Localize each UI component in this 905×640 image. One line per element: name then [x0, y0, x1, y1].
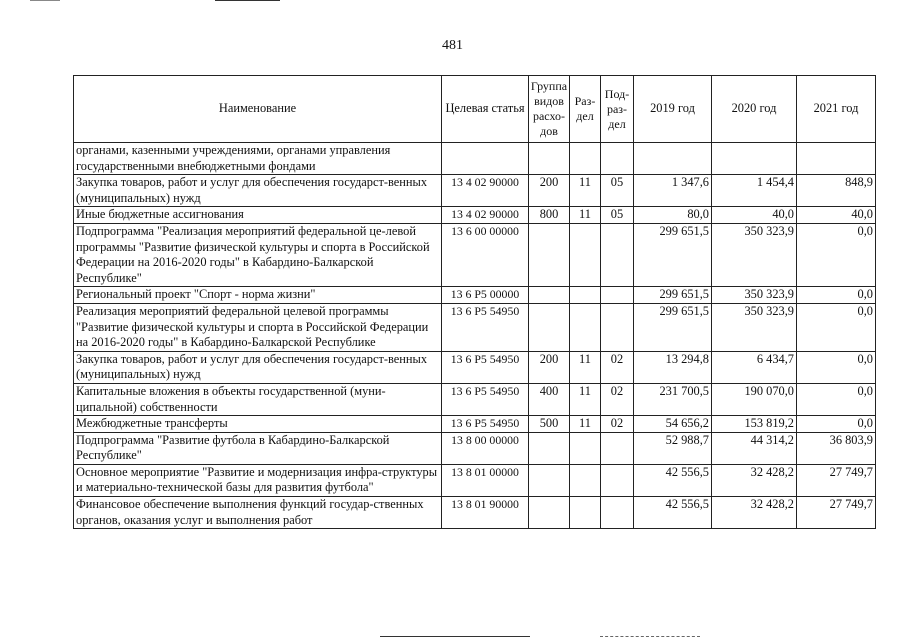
cell-section: 11: [570, 175, 601, 207]
cell-target-article: 13 6 P5 54950: [442, 383, 529, 415]
cell-2021: 0,0: [797, 416, 876, 433]
cell-expense-group: [529, 432, 570, 464]
cell-2021: 0,0: [797, 287, 876, 304]
cell-name: Региональный проект "Спорт - норма жизни": [74, 287, 442, 304]
cell-2019: [634, 143, 712, 175]
cell-name: органами, казенными учреждениями, органами управления государственными внебюджетными фондами: [74, 143, 442, 175]
cell-subsection: 02: [601, 416, 634, 433]
cell-subsection: [601, 432, 634, 464]
cell-section: 11: [570, 207, 601, 224]
table-row: [74, 143, 876, 175]
cell-expense-group: 400: [529, 383, 570, 415]
cell-2021: 0,0: [797, 383, 876, 415]
table-row: [74, 497, 876, 529]
cell-section: [570, 223, 601, 286]
cell-name: Межбюджетные трансферты: [74, 416, 442, 433]
cell-section: 11: [570, 351, 601, 383]
table-header-row: [74, 76, 876, 143]
scan-artifact-line: [380, 636, 530, 637]
cell-2021: [797, 143, 876, 175]
cell-section: 11: [570, 416, 601, 433]
cell-2021: 0,0: [797, 303, 876, 351]
cell-2020: [712, 143, 797, 175]
cell-expense-group: 800: [529, 207, 570, 224]
cell-2019: 13 294,8: [634, 351, 712, 383]
table-row: [74, 464, 876, 496]
cell-expense-group: 200: [529, 175, 570, 207]
cell-expense-group: [529, 287, 570, 304]
cell-section: [570, 432, 601, 464]
cell-2019: 299 651,5: [634, 287, 712, 304]
cell-2019: 1 347,6: [634, 175, 712, 207]
header-expense-group: Группа видов расхо-дов: [529, 76, 570, 143]
cell-name: Иные бюджетные ассигнования: [74, 207, 442, 224]
cell-target-article: 13 6 00 00000: [442, 223, 529, 286]
cell-target-article: 13 6 P5 54950: [442, 416, 529, 433]
cell-subsection: 05: [601, 207, 634, 224]
header-year-2019: 2019 год: [634, 76, 712, 143]
cell-2020: 40,0: [712, 207, 797, 224]
cell-target-article: 13 4 02 90000: [442, 207, 529, 224]
cell-subsection: [601, 497, 634, 529]
cell-2019: 42 556,5: [634, 497, 712, 529]
cell-target-article: 13 8 01 90000: [442, 497, 529, 529]
table-row: [74, 223, 876, 286]
cell-target-article: 13 6 P5 54950: [442, 303, 529, 351]
cell-2019: 299 651,5: [634, 223, 712, 286]
table-row: [74, 351, 876, 383]
cell-section: [570, 303, 601, 351]
cell-2019: 54 656,2: [634, 416, 712, 433]
cell-2021: 36 803,9: [797, 432, 876, 464]
cell-name: Финансовое обеспечение выполнения функций государ-ственных органов, оказания услуг и выполнения работ: [74, 497, 442, 529]
cell-expense-group: 500: [529, 416, 570, 433]
scan-artifact-line: [600, 636, 700, 637]
header-year-2020: 2020 год: [712, 76, 797, 143]
cell-name: Подпрограмма "Развитие футбола в Кабардино-Балкарской Республике": [74, 432, 442, 464]
cell-target-article: 13 8 01 00000: [442, 464, 529, 496]
page-number: 481: [442, 38, 463, 53]
cell-name: Основное мероприятие "Развитие и модернизация инфра-структуры и материально-технической базы для развития футбола": [74, 464, 442, 496]
cell-2021: 27 749,7: [797, 497, 876, 529]
cell-expense-group: [529, 143, 570, 175]
table-row: [74, 383, 876, 415]
cell-2021: 0,0: [797, 351, 876, 383]
cell-expense-group: 200: [529, 351, 570, 383]
cell-subsection: [601, 303, 634, 351]
cell-target-article: [442, 143, 529, 175]
header-subsection: Под-раз-дел: [601, 76, 634, 143]
cell-2020: 190 070,0: [712, 383, 797, 415]
cell-expense-group: [529, 303, 570, 351]
cell-2019: 231 700,5: [634, 383, 712, 415]
scan-artifact-line: [215, 0, 280, 1]
cell-2021: 40,0: [797, 207, 876, 224]
table-row: [74, 303, 876, 351]
cell-2020: 32 428,2: [712, 464, 797, 496]
cell-2020: 153 819,2: [712, 416, 797, 433]
cell-target-article: 13 4 02 90000: [442, 175, 529, 207]
table-row: [74, 207, 876, 224]
cell-target-article: 13 8 00 00000: [442, 432, 529, 464]
table-row: [74, 416, 876, 433]
cell-subsection: [601, 143, 634, 175]
header-target-article: Целевая статья: [442, 76, 529, 143]
cell-name: Закупка товаров, работ и услуг для обеспечения государст-венных (муниципальных) нужд: [74, 351, 442, 383]
cell-2020: 350 323,9: [712, 223, 797, 286]
cell-section: [570, 287, 601, 304]
cell-2020: 6 434,7: [712, 351, 797, 383]
cell-2019: 299 651,5: [634, 303, 712, 351]
table-row: [74, 287, 876, 304]
cell-2021: 0,0: [797, 223, 876, 286]
cell-expense-group: [529, 223, 570, 286]
cell-expense-group: [529, 464, 570, 496]
cell-name: Капитальные вложения в объекты государственной (муни-ципальной) собственности: [74, 383, 442, 415]
cell-2019: 42 556,5: [634, 464, 712, 496]
cell-section: [570, 464, 601, 496]
cell-target-article: 13 6 P5 54950: [442, 351, 529, 383]
cell-target-article: 13 6 P5 00000: [442, 287, 529, 304]
cell-2020: 350 323,9: [712, 303, 797, 351]
budget-table: [73, 75, 876, 529]
cell-subsection: [601, 464, 634, 496]
header-name: Наименование: [74, 76, 442, 143]
cell-section: [570, 143, 601, 175]
cell-expense-group: [529, 497, 570, 529]
cell-2019: 80,0: [634, 207, 712, 224]
table-row: [74, 432, 876, 464]
table-row: [74, 175, 876, 207]
cell-2021: 848,9: [797, 175, 876, 207]
cell-subsection: 05: [601, 175, 634, 207]
header-section: Раз-дел: [570, 76, 601, 143]
cell-2020: 350 323,9: [712, 287, 797, 304]
scan-artifact-line: [30, 0, 60, 1]
cell-subsection: [601, 223, 634, 286]
cell-section: 11: [570, 383, 601, 415]
cell-name: Закупка товаров, работ и услуг для обеспечения государст-венных (муниципальных) нужд: [74, 175, 442, 207]
header-year-2021: 2021 год: [797, 76, 876, 143]
cell-name: Реализация мероприятий федеральной целевой программы "Развитие физической культуры и спорта в Российской Федерации на 2016-2020 годы" в Кабардино-Балкарской Республике: [74, 303, 442, 351]
cell-subsection: 02: [601, 351, 634, 383]
cell-2019: 52 988,7: [634, 432, 712, 464]
cell-subsection: [601, 287, 634, 304]
cell-subsection: 02: [601, 383, 634, 415]
cell-2020: 44 314,2: [712, 432, 797, 464]
cell-section: [570, 497, 601, 529]
cell-2020: 32 428,2: [712, 497, 797, 529]
cell-2021: 27 749,7: [797, 464, 876, 496]
cell-name: Подпрограмма "Реализация мероприятий федеральной це-левой программы "Развитие физической культуры и спорта в Российской Федерации на 2016-2020 годы" в Кабардино-Балкарской Республике": [74, 223, 442, 286]
cell-2020: 1 454,4: [712, 175, 797, 207]
